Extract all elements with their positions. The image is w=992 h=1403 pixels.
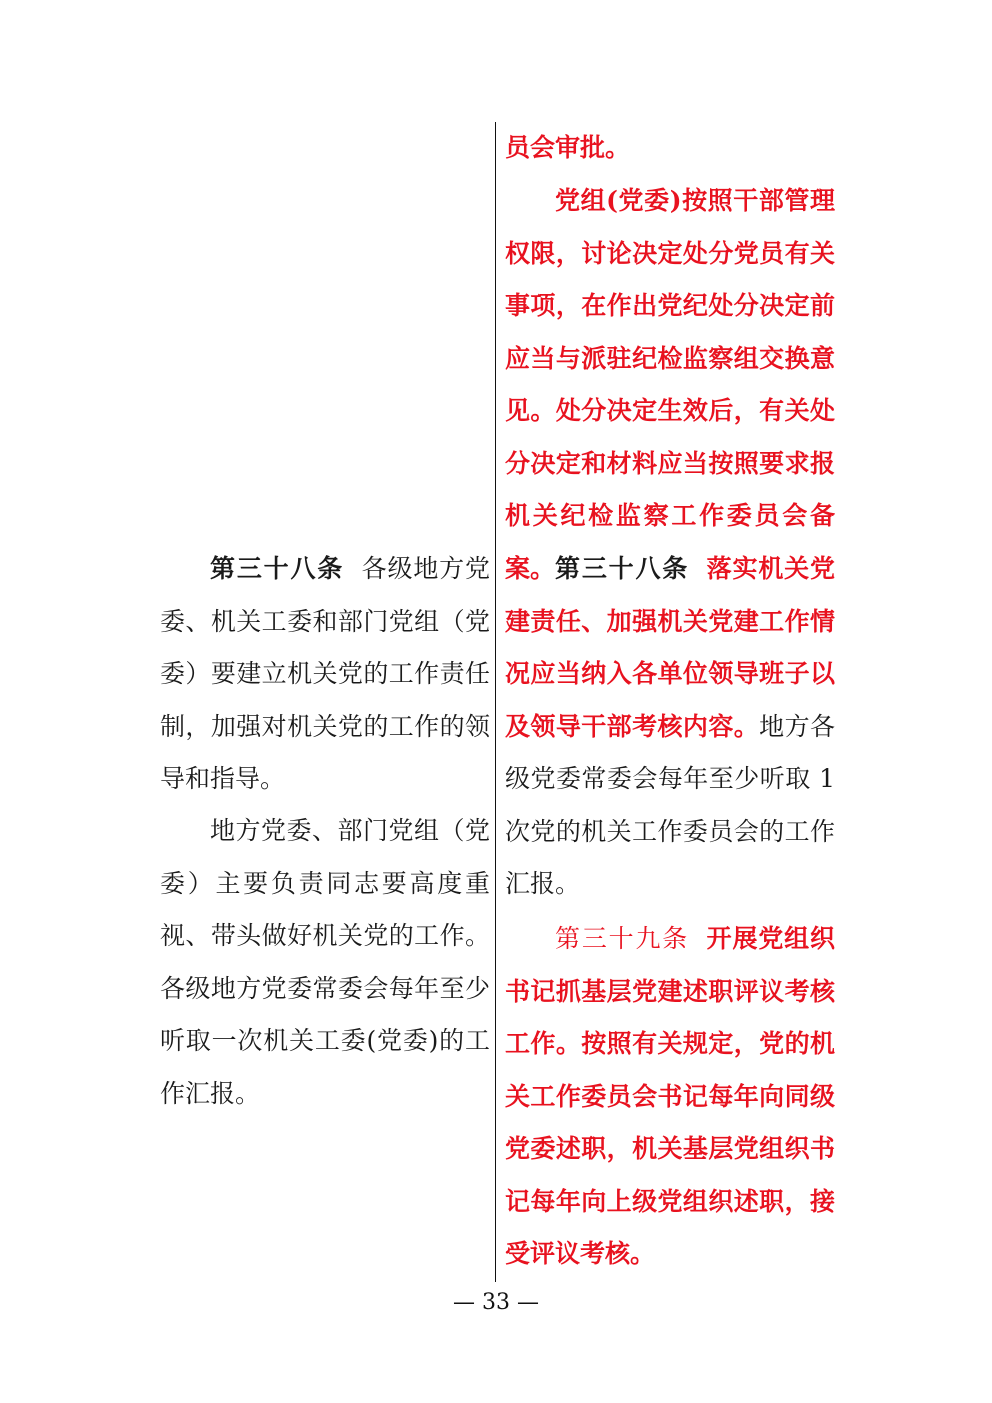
right-article-38-original-text: 地方各级党委常委会每年至少听取 1 次党的机关工作委员会的工作汇报。 xyxy=(505,711,835,898)
right-article-38-revised-text: 落实机关党建责任、加强机关党建工作情况应当纳入各单位领导班子以及领导干部考核内容。 xyxy=(505,554,835,741)
right-article-39-heading: 第三十九条 xyxy=(555,924,690,953)
left-article-38-body: 各级地方党委、机关工委和部门党组（党委）要建立机关党的工作责任制，加强对机关党的工作的领导和指导。 xyxy=(160,554,490,793)
right-discipline-paragraph: 党组(党委)按照干部管理权限，讨论决定处分党员有关事项，在作出党纪处分决定前应当与派驻纪检监察组交换意见。处分决定生效后，有关处分决定和材料应当按照要求报机关纪检监察工作委员会备案。 xyxy=(505,186,835,583)
left-article-38-heading: 第三十八条 xyxy=(210,554,345,583)
page-number: — 33 — xyxy=(453,1290,539,1315)
column-divider xyxy=(495,122,496,1282)
right-article-39 xyxy=(505,913,835,1281)
right-article-38-heading: 第三十八条 xyxy=(555,554,690,583)
right-article-38 xyxy=(505,543,835,911)
left-article-38-paragraph-2: 地方党委、部门党组（党委）主要负责同志要高度重视、带头做好机关党的工作。各级地方党委常委会每年至少听取一次机关工委(党委)的工作汇报。 xyxy=(160,816,490,1108)
right-article-39-body: 开展党组织书记抓基层党建述职评议考核工作。按照有关规定，党的机关工作委员会书记每年向同级党委述职，机关基层党组织书记每年向上级党组织述职，接受评议考核。 xyxy=(505,924,835,1268)
right-continuation-text: 员会审批。 xyxy=(505,133,631,162)
left-article-38 xyxy=(160,543,490,806)
